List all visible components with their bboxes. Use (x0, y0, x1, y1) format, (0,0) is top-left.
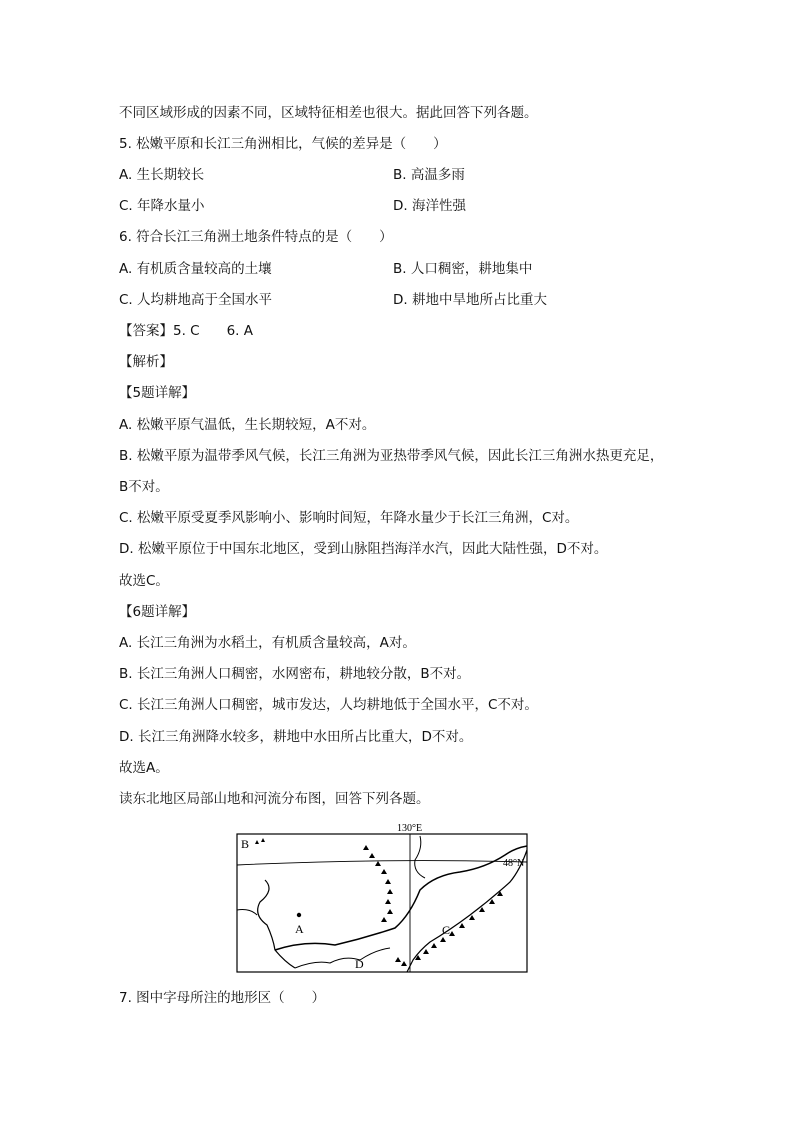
q6-detail-line: D. 长江三角洲降水较多，耕地中水田所占比重大，D不对。 (119, 729, 473, 745)
question-6-option-d: D. 耕地中旱地所占比重大 (393, 292, 547, 308)
question-7-stem: 7. 图中字母所注的地形区（ ） (119, 990, 326, 1006)
map-label-d: D (355, 957, 364, 971)
map-frame (237, 834, 527, 972)
question-6-option-a: A. 有机质含量较高的土壤 (119, 261, 272, 277)
question-5-option-b: B. 高温多雨 (393, 167, 465, 183)
question-5-option-c: C. 年降水量小 (119, 198, 205, 214)
map-intro: 读东北地区局部山地和河流分布图，回答下列各题。 (119, 791, 430, 807)
question-6-option-c: C. 人均耕地高于全国水平 (119, 292, 273, 308)
question-5-stem: 5. 松嫩平原和长江三角洲相比，气候的差异是（ ） (119, 136, 447, 152)
mountain-range-lesser-khingan (363, 845, 393, 922)
intro-text: 不同区域形成的因素不同，区域特征相差也很大。据此回答下列各题。 (119, 105, 538, 121)
q5-detail-line: 故选C。 (119, 573, 169, 589)
q5-detail-line: C. 松嫩平原受夏季风影响小、影响时间短，年降水量少于长江三角洲，C对。 (119, 510, 579, 526)
city-marker (297, 913, 301, 917)
river-north (415, 836, 425, 878)
map-label-c: C (442, 923, 451, 937)
latitude-line (237, 861, 527, 865)
q5-detail-line: A. 松嫩平原气温低，生长期较短，A不对。 (119, 417, 376, 433)
map-label-a: A (295, 922, 304, 936)
q6-detail-title: 【6题详解】 (119, 604, 196, 620)
question-6-option-b: B. 人口稠密，耕地集中 (393, 261, 533, 277)
map-label-b: B (241, 837, 250, 851)
answer-line: 【答案】5. C 6. A (119, 323, 254, 339)
latitude-label: 48°N (503, 858, 525, 869)
river-south (295, 948, 390, 968)
river-minor (237, 910, 257, 915)
q6-detail-line: A. 长江三角洲为水稻土，有机质含量较高，A对。 (119, 635, 416, 651)
q5-detail-line: B. 松嫩平原为温带季风气候，长江三角洲为亚热带季风气候，因此长江三角洲水热更充足， (119, 448, 664, 464)
question-5-option-a: A. 生长期较长 (119, 167, 205, 183)
q6-detail-line: C. 长江三角洲人口稠密，城市发达，人均耕地低于全国水平，C不对。 (119, 697, 538, 713)
northeast-china-map (235, 820, 530, 975)
mountain-range-small (255, 838, 407, 966)
q5-detail-line: B不对。 (119, 479, 169, 495)
question-6-stem: 6. 符合长江三角洲土地条件特点的是（ ） (119, 229, 393, 245)
q6-detail-line: 故选A。 (119, 760, 169, 776)
longitude-label: 130°E (397, 823, 423, 834)
analysis-title: 【解析】 (119, 354, 173, 370)
mountain-range-changbai (415, 891, 503, 960)
q6-detail-line: B. 长江三角洲人口稠密，水网密布，耕地较分散，B不对。 (119, 666, 471, 682)
river-west (258, 880, 295, 968)
river-songhua (275, 846, 527, 950)
question-5-option-d: D. 海洋性强 (393, 198, 466, 214)
q5-detail-title: 【5题详解】 (119, 385, 196, 401)
q5-detail-line: D. 松嫩平原位于中国东北地区，受到山脉阻挡海洋水汽，因此大陆性强，D不对。 (119, 541, 608, 557)
